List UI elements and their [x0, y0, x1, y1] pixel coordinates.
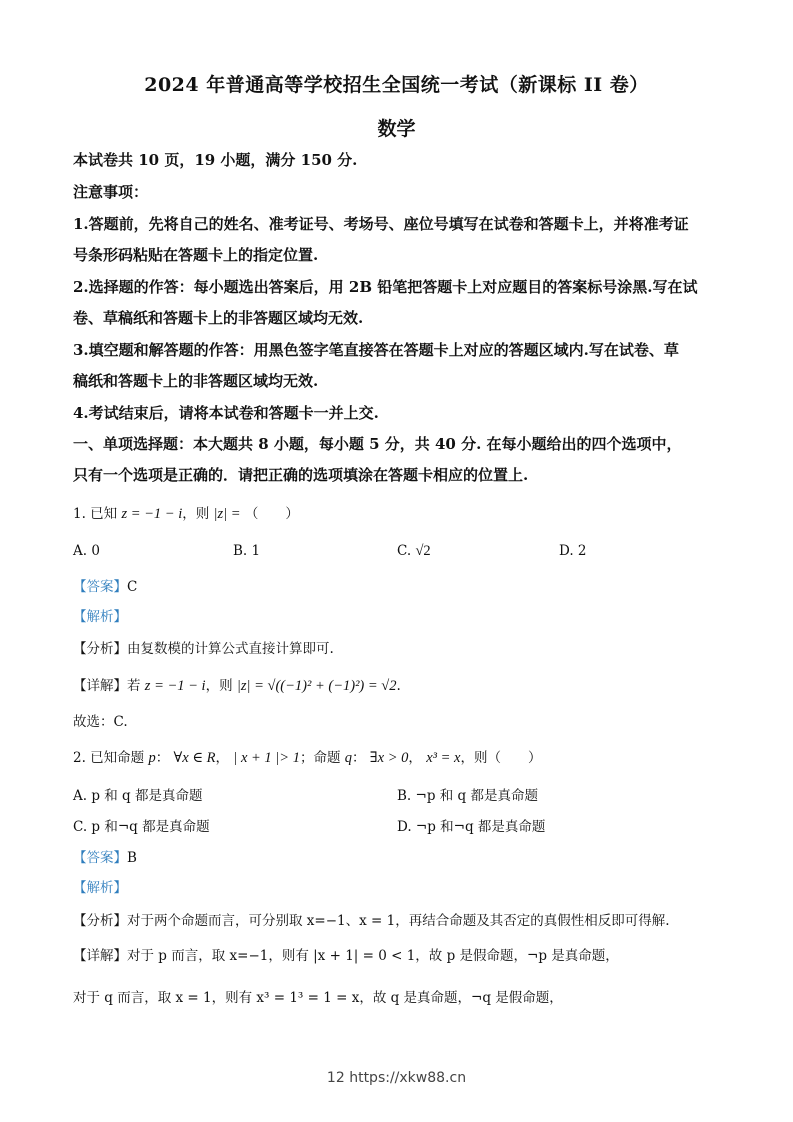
q2-fenxi-text: 对于两个命题而言，可分别取 x=−1、x = 1，再结合命题及其否定的真假性相反即可得解.	[127, 913, 670, 929]
q1-xiangjie-expr1: z = −1 − i	[144, 678, 206, 694]
q2-fenxi-tag: 【分析】	[73, 913, 127, 929]
q2-option-b: B. ¬p 和 q 都是真命题	[397, 788, 538, 804]
notice-item-4: 4.考试结束后，请将本试卷和答题卡一并上交.	[73, 404, 379, 422]
section-1-line-2: 只有一个选项是正确的．请把正确的选项填涂在答题卡相应的位置上.	[73, 466, 529, 484]
notice-item-2-line-2: 卷、草稿纸和答题卡上的非答题区域均无效.	[73, 309, 364, 327]
q1-modulus-expr: |z| =	[213, 506, 241, 522]
page-footer	[0, 1070, 793, 1086]
q2-q: q	[344, 750, 352, 766]
q2-option-d: D. ¬p 和¬q 都是真命题	[397, 819, 546, 835]
q2-fenxi	[73, 911, 723, 931]
q1-answer-tag: 【答案】	[73, 579, 127, 595]
q2-end: ，则（ ）	[460, 750, 542, 766]
q1-fenxi	[73, 639, 723, 659]
q1-xiangjie-tag: 【详解】	[73, 678, 127, 694]
q1-option-b: B. 1	[233, 543, 261, 559]
q2-sep-2: ；命题	[299, 750, 341, 766]
q2-analysis-tag: 【解析】	[73, 880, 127, 896]
q1-xiangjie	[73, 676, 723, 696]
q2-forall: ∀x ∈ R	[173, 750, 216, 766]
footer-url: https://xkw88.cn	[349, 1070, 467, 1086]
q1-fenxi-tag: 【分析】	[73, 641, 127, 657]
q1-prefix: 1. 已知	[73, 506, 118, 522]
q2-xiangjie-tag: 【详解】	[73, 948, 127, 964]
q2-exists: ∃x > 0	[369, 750, 409, 766]
question-1-stem	[73, 504, 723, 524]
q1-xiangjie-expr2: |z| = √((−1)² + (−1)²) = √2	[236, 678, 397, 694]
notice-item-1-line-2: 号条形码粘贴在答题卡上的指定位置.	[73, 246, 319, 264]
q1-option-c	[397, 541, 431, 561]
q2-xiangjie-line-2: 对于 q 而言，取 x = 1，则有 x³ = 1³ = 1 = x，故 q 是真命题，¬q 是假命题，	[73, 990, 563, 1006]
q1-paren: （ ）	[244, 506, 299, 522]
q2-xiangjie	[73, 946, 723, 966]
q1-xiangjie-mid: ，则	[205, 678, 233, 694]
q2-p: p	[148, 750, 156, 766]
page-number: 12	[326, 1070, 345, 1086]
q2-sep-1: ，	[215, 750, 230, 766]
q1-analysis-tag: 【解析】	[73, 609, 127, 625]
q1-answer	[73, 577, 723, 597]
notice-item-3-line-1: 3.填空题和解答题的作答：用黑色签字笔直接答在答题卡上对应的答题区域内.写在试卷、草	[73, 341, 679, 359]
q1-xiangjie-end: .	[396, 678, 401, 694]
q1-conclusion: 故选：C.	[73, 714, 128, 730]
exam-title: 2024 年普通高等学校招生全国统一考试（新课标 II 卷）	[144, 74, 649, 96]
q2-sep-3: ，	[408, 750, 422, 766]
q2-cond-2: x³ = x	[426, 750, 461, 766]
notice-item-3-line-2: 稿纸和答题卡上的非答题区域均无效.	[73, 372, 319, 390]
q1-option-a: A. 0	[73, 543, 100, 559]
q1-fenxi-text: 由复数模的计算公式直接计算即可.	[127, 641, 334, 657]
q1-expr: z = −1 − i	[121, 506, 183, 522]
notice-item-2-line-1: 2.选择题的作答：每小题选出答案后，用 2B 铅笔把答题卡上对应题目的答案标号涂黑.写在试	[73, 278, 698, 296]
q1-option-d: D. 2	[559, 543, 587, 559]
q2-answer	[73, 848, 723, 868]
q2-cond-1: | x + 1 |> 1	[233, 750, 300, 766]
q2-colon-1: ：	[155, 750, 170, 766]
q2-colon-2: ：	[352, 750, 366, 766]
question-2-stem	[73, 748, 723, 768]
q1-mid: ，则	[182, 506, 210, 522]
q2-option-a: A. p 和 q 都是真命题	[73, 788, 203, 804]
q2-prefix: 2. 已知命题	[73, 750, 145, 766]
q2-answer-value: B	[127, 850, 137, 866]
section-1-line-1: 一、单项选择题：本大题共 8 小题，每小题 5 分，共 40 分. 在每小题给出的四个选项中，	[73, 435, 682, 453]
q2-option-c: C. p 和¬q 都是真命题	[73, 819, 210, 835]
q1-answer-value: C	[127, 579, 138, 595]
notice-item-1-line-1: 1.答题前，先将自己的姓名、准考证号、考场号、座位号填写在试卷和答题卡上，并将准考证	[73, 215, 689, 233]
q2-xiangjie-text: 对于 p 而言，取 x=−1，则有 |x + 1| = 0 < 1，故 p 是假命题，¬p 是真命题，	[127, 948, 619, 964]
q1-option-c-label: C.	[397, 543, 412, 559]
exam-subject: 数学	[377, 118, 416, 140]
q1-option-c-value: √2	[415, 543, 431, 559]
q1-xiangjie-pre: 若	[127, 678, 141, 694]
intro-line: 本试卷共 10 页，19 小题，满分 150 分.	[73, 151, 358, 169]
notice-title: 注意事项：	[73, 183, 149, 201]
q2-answer-tag: 【答案】	[73, 850, 127, 866]
